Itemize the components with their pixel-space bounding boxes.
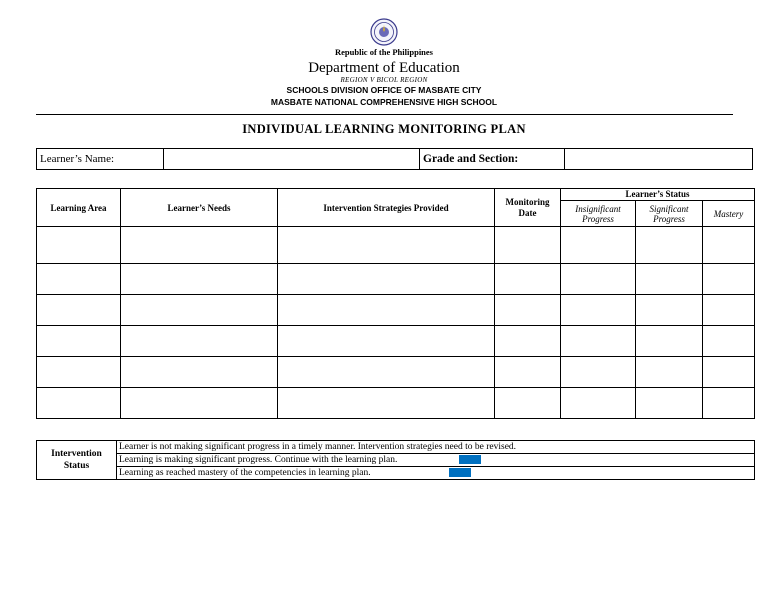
cell-intervention[interactable] bbox=[278, 357, 495, 388]
intervention-status-label-line2: Status bbox=[63, 461, 90, 471]
cell-learners-needs[interactable] bbox=[121, 264, 278, 295]
cell-intervention[interactable] bbox=[278, 227, 495, 264]
status-text-continue: Learning is making significant progress. Continue with the learning plan. bbox=[119, 455, 398, 465]
intervention-status-table bbox=[36, 440, 755, 480]
cell-monitoring-date[interactable] bbox=[495, 295, 561, 326]
cell-significant[interactable] bbox=[636, 357, 703, 388]
cell-monitoring-date[interactable] bbox=[495, 264, 561, 295]
header-insignificant-line2: Progress bbox=[582, 213, 614, 224]
header-monitoring-date bbox=[495, 189, 561, 227]
status-row-revise bbox=[117, 441, 755, 454]
header-significant-line2: Progress bbox=[653, 213, 685, 224]
cell-significant[interactable] bbox=[636, 388, 703, 419]
department-heading: Department of Education bbox=[308, 60, 460, 76]
cell-mastery[interactable] bbox=[703, 264, 755, 295]
header-monitoring-date-line2: Date bbox=[518, 207, 537, 218]
header-insignificant-line1: Insignificant bbox=[575, 203, 621, 214]
cell-significant[interactable] bbox=[636, 326, 703, 357]
header-intervention: Intervention Strategies Provided bbox=[278, 189, 495, 227]
cell-mastery[interactable] bbox=[703, 357, 755, 388]
cell-insignificant[interactable] bbox=[561, 227, 636, 264]
cell-insignificant[interactable] bbox=[561, 264, 636, 295]
header-divider bbox=[36, 114, 733, 115]
cell-monitoring-date[interactable] bbox=[495, 388, 561, 419]
cell-significant[interactable] bbox=[636, 264, 703, 295]
header-monitoring-date-line1: Monitoring bbox=[505, 196, 550, 207]
header-significant-line1: Significant bbox=[649, 203, 689, 214]
cell-mastery[interactable] bbox=[703, 326, 755, 357]
cell-learning-area[interactable] bbox=[37, 388, 121, 419]
header-mastery: Mastery bbox=[703, 201, 755, 227]
table-row bbox=[37, 326, 755, 357]
header-insignificant-progress bbox=[561, 201, 636, 227]
cell-significant[interactable] bbox=[636, 227, 703, 264]
header-learners-needs: Learner’s Needs bbox=[121, 189, 278, 227]
status-color-swatch bbox=[459, 455, 481, 464]
cell-learners-needs[interactable] bbox=[121, 388, 278, 419]
cell-learning-area[interactable] bbox=[37, 227, 121, 264]
header-significant-progress bbox=[636, 201, 703, 227]
division-heading: SCHOOLS DIVISION OFFICE OF MASBATE CITY bbox=[286, 85, 482, 95]
cell-intervention[interactable] bbox=[278, 295, 495, 326]
table-row bbox=[37, 295, 755, 326]
table-row bbox=[37, 264, 755, 295]
learner-name-field[interactable] bbox=[164, 149, 420, 170]
status-row-mastery bbox=[117, 467, 755, 480]
cell-insignificant[interactable] bbox=[561, 326, 636, 357]
cell-significant[interactable] bbox=[636, 295, 703, 326]
republic-heading: Republic of the Philippines bbox=[334, 47, 433, 57]
grade-section-label: Grade and Section: bbox=[420, 149, 565, 170]
cell-learners-needs[interactable] bbox=[121, 295, 278, 326]
cell-learners-needs[interactable] bbox=[121, 357, 278, 388]
cell-insignificant[interactable] bbox=[561, 388, 636, 419]
grade-section-field[interactable] bbox=[565, 149, 753, 170]
status-text-revise: Learner is not making significant progress in a timely manner. Intervention strategies need to be revised. bbox=[119, 442, 517, 452]
cell-intervention[interactable] bbox=[278, 264, 495, 295]
status-text-mastery: Learning as reached mastery of the competencies in learning plan. bbox=[119, 468, 371, 478]
intervention-status-label bbox=[37, 441, 117, 480]
header-learners-status: Learner’s Status bbox=[561, 189, 755, 201]
header-learning-area: Learning Area bbox=[37, 189, 121, 227]
table-row bbox=[37, 227, 755, 264]
table-row bbox=[37, 388, 755, 419]
school-heading: MASBATE NATIONAL COMPREHENSIVE HIGH SCHOOL bbox=[270, 97, 498, 107]
cell-monitoring-date[interactable] bbox=[495, 357, 561, 388]
region-heading: REGION V BICOL REGION bbox=[340, 76, 428, 84]
learner-name-label: Learner’s Name: bbox=[37, 149, 164, 170]
cell-learning-area[interactable] bbox=[37, 295, 121, 326]
cell-monitoring-date[interactable] bbox=[495, 227, 561, 264]
cell-insignificant[interactable] bbox=[561, 295, 636, 326]
intervention-status-label-line1: Intervention bbox=[51, 449, 102, 459]
cell-intervention[interactable] bbox=[278, 326, 495, 357]
cell-insignificant[interactable] bbox=[561, 357, 636, 388]
status-row-continue bbox=[117, 454, 755, 467]
status-color-swatch bbox=[449, 468, 471, 477]
cell-mastery[interactable] bbox=[703, 227, 755, 264]
cell-learning-area[interactable] bbox=[37, 357, 121, 388]
learner-info-table bbox=[36, 148, 753, 170]
cell-learning-area[interactable] bbox=[37, 264, 121, 295]
cell-monitoring-date[interactable] bbox=[495, 326, 561, 357]
cell-intervention[interactable] bbox=[278, 388, 495, 419]
cell-learners-needs[interactable] bbox=[121, 227, 278, 264]
page-title: INDIVIDUAL LEARNING MONITORING PLAN bbox=[242, 122, 526, 136]
deped-seal-logo bbox=[370, 18, 398, 46]
cell-mastery[interactable] bbox=[703, 388, 755, 419]
cell-learners-needs[interactable] bbox=[121, 326, 278, 357]
cell-learning-area[interactable] bbox=[37, 326, 121, 357]
cell-mastery[interactable] bbox=[703, 295, 755, 326]
monitoring-table bbox=[36, 188, 755, 419]
table-row bbox=[37, 357, 755, 388]
